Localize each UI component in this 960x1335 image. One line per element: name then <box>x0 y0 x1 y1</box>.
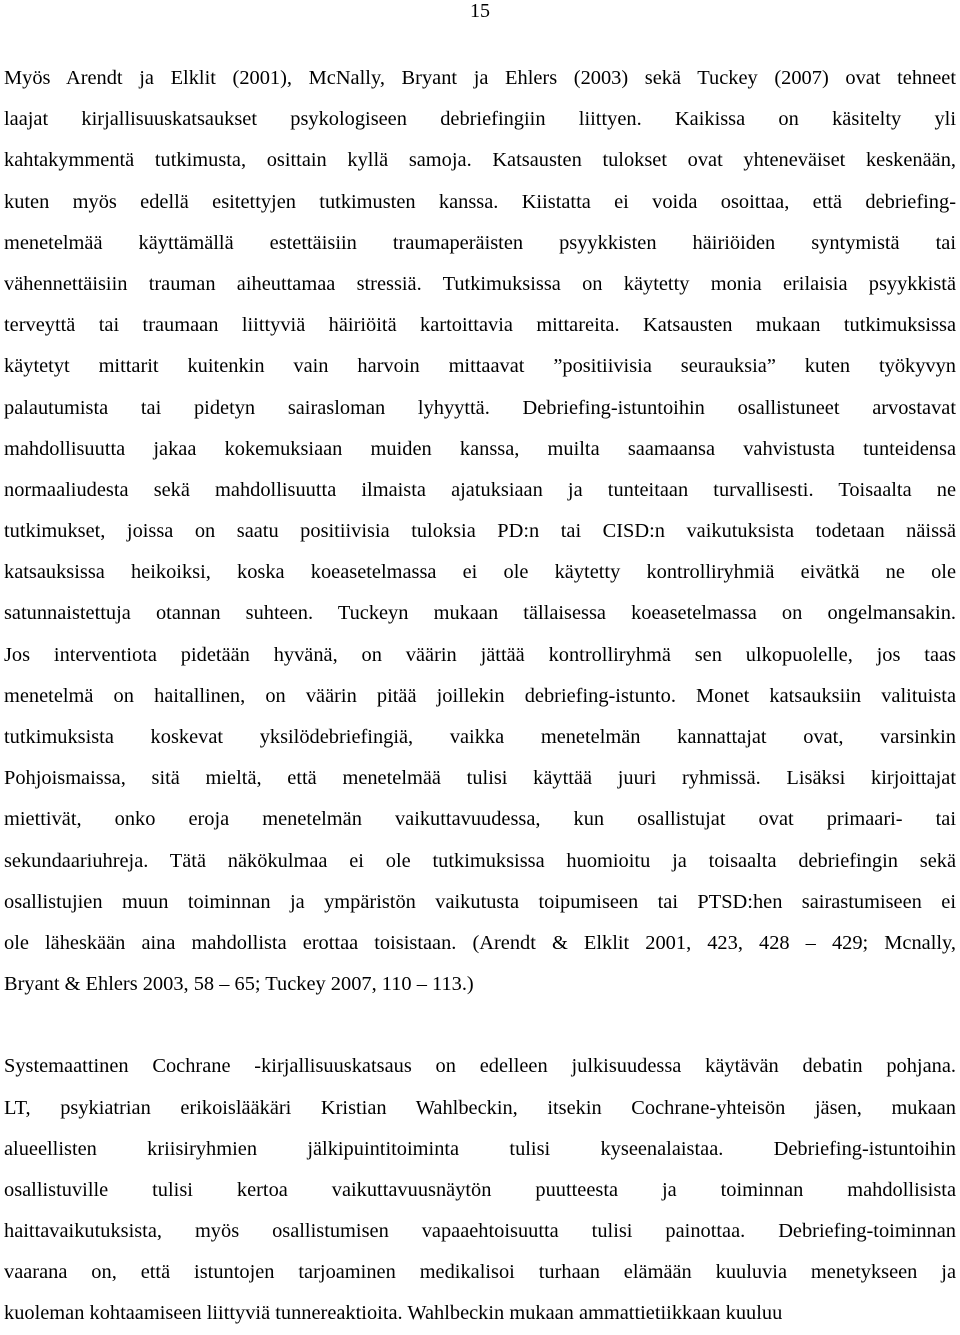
document-body <box>4 58 956 1335</box>
text-line: tutkimuksista koskevat yksilödebriefingiä, vaikka menetelmän kannattajat ovat, varsinkin <box>4 726 956 748</box>
text-line: terveyttä tai traumaan liittyviä häiriöitä kartoittavia mittareita. Katsausten mukaan tutkimuksissa <box>4 314 956 337</box>
text-line: alueellisten kriisiryhmien jälkipuintitoiminta tulisi kyseenalaistaa. Debriefing-istuntoihin <box>4 1137 956 1160</box>
page-number <box>0 0 960 22</box>
text-line: ole läheskään aina mahdollista erottaa toisistaan. (Arendt & Elklit 2001, 423, 428 – 429; Mcnally, <box>4 931 956 954</box>
text-line: tutkimukset, joissa on saatu positiivisia tuloksia PD:n tai CISD:n vaikutuksista todetaan näissä <box>4 520 956 543</box>
text-line: katsauksissa heikoiksi, koska koeasetelmassa ei ole käytetty kontrolliryhmiä eivätkä ne ole <box>4 561 956 584</box>
page-number-text: 15 <box>470 0 490 22</box>
text-line: miettivät, onko eroja menetelmän vaikuttavuudessa, kun osallistujat ovat primaari- tai <box>4 808 956 831</box>
text-line: Systemaattinen Cochrane -kirjallisuuskatsaus on edelleen julkisuudessa käytävän debatin pohjana. <box>4 1055 956 1078</box>
text-line: kuoleman kohtaamiseen liittyviä tunnereaktioita. Wahlbeckin mukaan ammattietiikkaan kuuluu <box>4 1302 783 1325</box>
text-line: kahtakymmentä tutkimusta, osittain kyllä samoja. Katsausten tulokset ovat yhteneväiset keskenään, <box>4 149 956 172</box>
text-line: osallistuville tulisi kertoa vaikuttavuusnäytön puutteesta ja toiminnan mahdollisista <box>4 1178 956 1201</box>
text-line: palautumista tai pidetyn sairasloman lyhyyttä. Debriefing-istuntoihin osallistuneet arvostavat <box>4 396 956 419</box>
text-line: Myös Arendt ja Elklit (2001), McNally, Bryant ja Ehlers (2003) sekä Tuckey (2007) ovat tehneet <box>4 67 956 89</box>
text-line: vähennettäisiin trauman aiheuttamaa stressiä. Tutkimuksissa on käytetty monia erilaisia psyykkistä <box>4 272 956 295</box>
text-line: normaaliudesta sekä mahdollisuutta ilmaista ajatuksiaan ja tunteitaan turvallisesti. Toisaalta ne <box>4 478 956 501</box>
text-line: Bryant & Ehlers 2003, 58 – 65; Tuckey 2007, 110 – 113.) <box>4 973 474 996</box>
text-line: kuten myös edellä esitettyjen tutkimusten kanssa. Kiistatta ei voida osoittaa, että debriefing- <box>4 190 956 213</box>
paragraph <box>4 1046 956 1334</box>
text-line: Pohjoismaissa, sitä mieltä, että menetelmää tulisi käyttää juuri ryhmissä. Lisäksi kirjoittajat <box>4 767 956 790</box>
paragraph <box>4 58 956 1005</box>
text-line: laajat kirjallisuuskatsaukset psykologiseen debriefingiin liittyen. Kaikissa on käsitelty yli <box>4 108 956 131</box>
text-line: LT, psykiatrian erikoislääkäri Kristian Wahlbeckin, itsekin Cochrane-yhteisön jäsen, mukaan <box>4 1096 956 1119</box>
text-line: vaarana on, että istuntojen tarjoaminen medikalisoi turhaan elämään kuuluvia menetykseen ja <box>4 1261 956 1284</box>
text-line: menetelmää käyttämällä estettäisiin traumaperäisten psyykkisten häiriöiden syntymistä tai <box>4 231 956 254</box>
text-line: sekundaariuhreja. Tätä näkökulmaa ei ole tutkimuksissa huomioitu ja toisaalta debriefingin sekä <box>4 849 956 872</box>
text-line: satunnaistettuja otannan suhteen. Tuckeyn mukaan tällaisessa koeasetelmassa on ongelmansakin. <box>4 602 956 625</box>
text-line: mahdollisuutta jakaa kokemuksiaan muiden kanssa, muilta saamaansa vahvistusta tunteidensa <box>4 437 956 460</box>
text-line: osallistujien muun toiminnan ja ympäristön vaikutusta toipumiseen tai PTSD:hen sairastumiseen ei <box>4 890 956 913</box>
text-line: Jos interventiota pidetään hyvänä, on väärin jättää kontrolliryhmä sen ulkopuolelle, jos taas <box>4 643 956 666</box>
text-line: menetelmä on haitallinen, on väärin pitää joillekin debriefing-istunto. Monet katsauksiin valituista <box>4 684 956 707</box>
text-line: haittavaikutuksista, myös osallistumisen vapaaehtoisuutta tulisi painottaa. Debriefing-toiminnan <box>4 1220 956 1243</box>
text-line: käytetyt mittarit kuitenkin vain harvoin mittaavat ”positiivisia seurauksia” kuten työkyvyn <box>4 355 956 378</box>
